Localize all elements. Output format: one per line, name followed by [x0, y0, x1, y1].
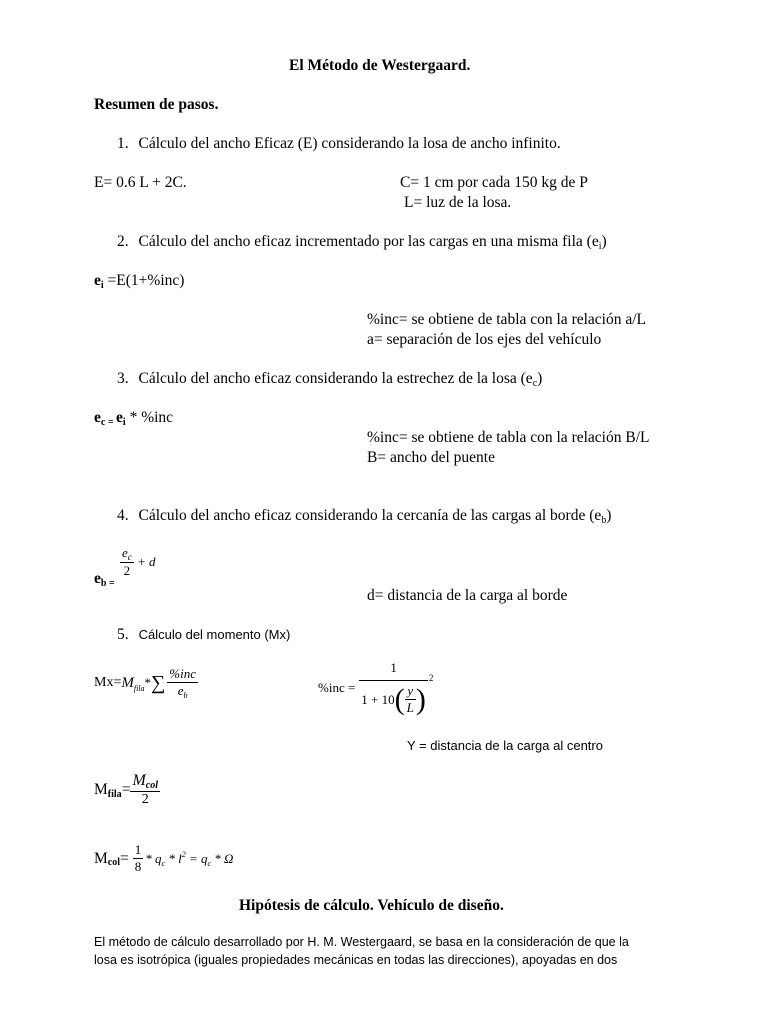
mx-frac-num: %inc	[169, 666, 196, 681]
mcol-rest	[145, 850, 233, 868]
step4-lhs-e: e	[94, 570, 101, 587]
step3-number: 3.	[117, 370, 129, 387]
step3-formula-a: e	[94, 409, 101, 426]
step1-heading	[117, 135, 561, 153]
step4-lhs-sub: b =	[100, 578, 115, 589]
mx-frac-den-sub: b	[183, 691, 188, 700]
step5-heading	[117, 626, 290, 644]
mfila-num-sub: col	[145, 780, 158, 791]
mx-fraction	[167, 666, 198, 700]
pinc-l: L	[406, 700, 414, 715]
step2-note-inc: %inc= se obtiene de tabla con la relación a/L	[367, 311, 647, 328]
step4-heading	[117, 507, 611, 526]
summary-heading: Resumen de pasos.	[94, 96, 219, 113]
step2-formula-sub: i	[100, 280, 104, 291]
step1-formula: E= 0.6 L + 2C.	[94, 174, 187, 191]
mx-sum: ∑	[151, 671, 166, 694]
step4-plus-d: + d	[137, 554, 156, 569]
mcol-sub: col	[107, 857, 121, 868]
pinc-paren-close: )	[415, 682, 426, 716]
hypothesis-heading: Hipótesis de cálculo. Vehículo de diseño.	[239, 897, 504, 914]
step4-frac-num-sub: c	[127, 552, 132, 562]
mfila-fraction	[130, 772, 160, 808]
step4-frac-den: 2	[123, 563, 131, 578]
mx-m: M	[121, 674, 134, 691]
step2-heading	[117, 233, 607, 252]
step4-frac-num	[120, 545, 134, 563]
mfila-den: 2	[141, 792, 149, 807]
mx-sub: fila	[133, 683, 145, 693]
step2-close: )	[601, 233, 607, 250]
mcol-eq: =	[120, 849, 129, 867]
step1-note-c: C= 1 cm por cada 150 kg de P	[400, 174, 588, 191]
mx-times: *	[144, 675, 152, 690]
mcol-frac-num: 1	[134, 842, 142, 857]
step2-formula-rest: =E(1+%inc)	[103, 272, 185, 289]
step5-text: Cálculo del momento (Mx)	[138, 627, 291, 642]
mcol-fraction	[133, 842, 144, 875]
pinc-y: y	[405, 683, 416, 700]
mx-frac-den-e: e	[177, 683, 184, 698]
step2-text: Cálculo del ancho eficaz incrementado por las cargas en una misma fila (e	[138, 233, 599, 250]
step3-note-b: B= ancho del puente	[367, 449, 495, 466]
step3-formula-a-sub: c =	[100, 417, 117, 428]
step4-frac-expr	[120, 545, 156, 579]
step4-note-d: d= distancia de la carga al borde	[367, 587, 568, 604]
pinc-yl-fraction	[405, 683, 416, 716]
page-title: El Método de Westergaard.	[289, 57, 471, 74]
step2-number: 2.	[117, 233, 129, 250]
pinc-den	[359, 681, 428, 716]
step5-number: 5.	[117, 626, 129, 643]
pinc-fraction	[359, 660, 428, 716]
mfila-num-m: M	[132, 772, 146, 789]
step2-formula-e: e	[94, 272, 101, 289]
pinc-exponent: 2	[428, 673, 434, 683]
step2-formula	[94, 272, 184, 291]
step3-formula-b-sub: i	[122, 417, 126, 428]
mfila-formula	[94, 772, 160, 808]
pinc-den-a: 1 + 10	[361, 691, 395, 707]
paragraph-line-2: losa es isotrópica (iguales propiedades mecánicas en todas las direcciones), apoyadas en dos	[94, 953, 618, 967]
mcol-l-exp: 2	[181, 849, 186, 859]
pinc-lhs: %inc =	[318, 680, 356, 695]
step4-frac-num-e: e	[122, 545, 128, 560]
mcol-rest-d: * Ω	[211, 850, 234, 866]
step4-lhs	[94, 570, 115, 589]
mcol-lhs: M	[94, 849, 108, 867]
step1-text: Cálculo del ancho Eficaz (E) considerando la losa de ancho infinito.	[138, 135, 561, 152]
mcol-rest-a: * q	[145, 850, 162, 866]
step2-note-a: a= separación de los ejes del vehículo	[367, 331, 602, 348]
paragraph-line-1: El método de cálculo desarrollado por H. M. Westergaard, se basa en la consideración de que la	[94, 935, 629, 949]
step4-text: Cálculo del ancho eficaz considerando la cercanía de las cargas al borde (e	[138, 507, 602, 524]
step2-sub: i	[598, 241, 602, 252]
step4-close: )	[606, 507, 612, 524]
step1-number: 1.	[117, 135, 129, 152]
step3-text: Cálculo del ancho eficaz considerando la estrechez de la losa (e	[138, 370, 533, 387]
mcol-rest-b: * l	[165, 850, 182, 866]
pinc-num: 1	[359, 660, 428, 681]
mx-formula	[94, 666, 198, 700]
step4-sub: b	[601, 515, 607, 526]
pinc-paren-open: (	[394, 682, 405, 716]
step3-close: )	[537, 370, 543, 387]
step4-number: 4.	[117, 507, 129, 524]
step3-heading	[117, 370, 542, 389]
mfila-sub: fila	[107, 788, 122, 800]
mfila-eq: =	[121, 781, 131, 798]
mfila-num	[130, 772, 160, 792]
mx-frac-den	[167, 683, 198, 700]
step3-formula	[94, 409, 173, 428]
mcol-rest-c: = q	[185, 850, 208, 866]
step4-fraction	[120, 545, 134, 579]
pinc-formula	[318, 660, 433, 716]
step3-sub: c	[532, 378, 538, 389]
mcol-q2-sub: c	[207, 858, 212, 868]
mcol-formula	[94, 842, 233, 875]
mfila-lhs: M	[94, 781, 108, 798]
mcol-frac-den: 8	[134, 859, 142, 874]
y-note: Y = distancia de la carga al centro	[407, 738, 603, 753]
step1-note-l: L= luz de la losa.	[404, 194, 512, 211]
step3-note-inc: %inc= se obtiene de tabla con la relación B/L	[367, 429, 650, 446]
mx-lhs: Mx=	[94, 675, 122, 690]
step3-formula-rest: * %inc	[125, 409, 174, 426]
step3-formula-b: e	[116, 409, 123, 426]
mcol-q-sub: c	[161, 858, 166, 868]
